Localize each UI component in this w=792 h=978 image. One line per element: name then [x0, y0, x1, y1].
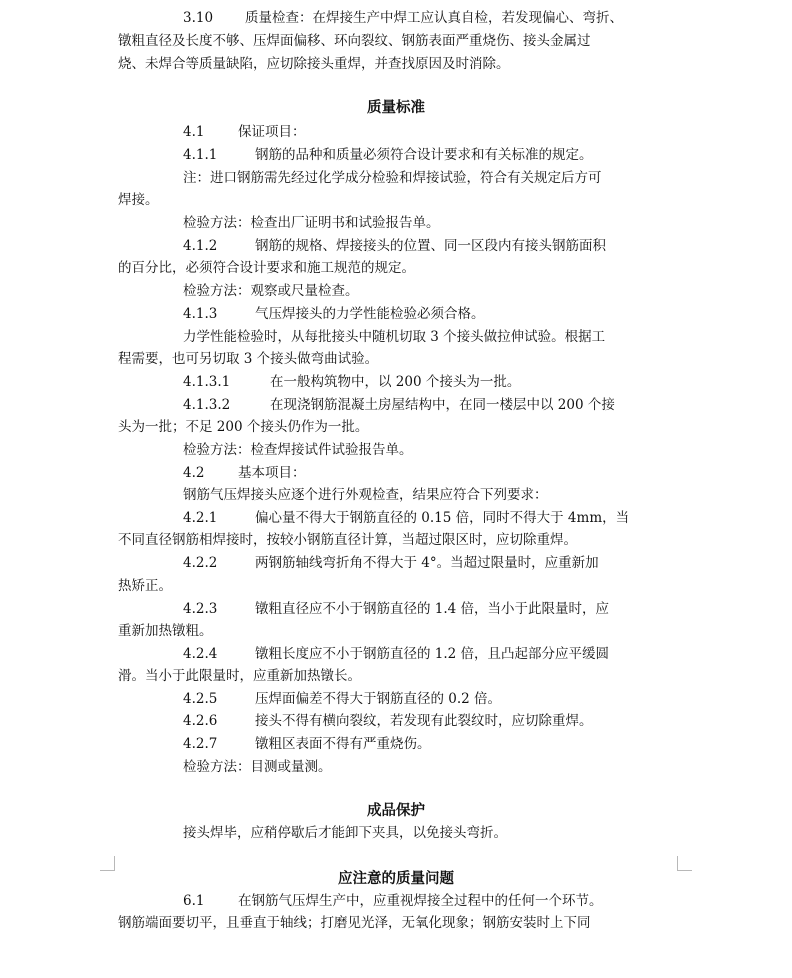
section-4-2-intro — [0, 484, 792, 506]
section-4-1-3-1 — [0, 371, 792, 393]
paragraph-text: 力学性能检验时，从每批接头中随机切取 3 个接头做拉伸试验。根据工 — [183, 329, 606, 345]
inspection-method — [0, 212, 792, 234]
section-title: 保证项目： — [238, 124, 306, 140]
heading-quality-standard: 质量标准 — [367, 99, 425, 116]
paragraph-text: 烧、未焊合等质量缺陷，应切除接头重焊，并查找原因及时消除。 — [118, 56, 510, 72]
section-number: 4.1.1 — [183, 147, 218, 163]
paragraph-text: 在钢筋气压焊生产中，应重视焊接全过程中的任何一个环节。 — [238, 893, 603, 909]
paragraph-text: 接头焊毕，应稍停歇后才能卸下夹具，以免接头弯折。 — [183, 825, 507, 841]
section-4-1-3-para-line-2 — [0, 348, 792, 370]
paragraph-text: 钢筋的品种和质量必须符合设计要求和有关标准的规定。 — [255, 147, 593, 163]
section-4-1-3-2-line-1 — [0, 394, 792, 416]
section-4-2-1-line-2 — [0, 529, 792, 551]
section-number: 4.2.5 — [183, 691, 218, 707]
section-number: 6.1 — [183, 893, 205, 909]
paragraph-text: 检验方法：检查出厂证明书和试验报告单。 — [183, 215, 440, 231]
section-4-2-7 — [0, 733, 792, 755]
section-number: 3.10 — [183, 10, 214, 26]
section-number: 4.2.7 — [183, 736, 218, 752]
paragraph-text: 接头不得有横向裂纹，若发现有此裂纹时，应切除重焊。 — [255, 713, 593, 729]
section-4-2-3-line-1 — [0, 598, 792, 620]
section-4-2-6 — [0, 710, 792, 732]
heading-product-protection: 成品保护 — [367, 802, 425, 819]
paragraph-text: 钢筋气压焊接头应逐个进行外观检查，结果应符合下列要求： — [183, 487, 548, 503]
paragraph-text: 不同直径钢筋相焊接时，按较小钢筋直径计算，当超过限区时，应切除重焊。 — [118, 532, 577, 548]
section-4-2-5 — [0, 688, 792, 710]
paragraph-text: 检验方法：观察或尺量检查。 — [183, 283, 359, 299]
section-number: 4.2.6 — [183, 713, 218, 729]
paragraph-text: 钢筋的规格、焊接接头的位置、同一区段内有接头钢筋面积 — [255, 238, 606, 254]
section-4-2-3-line-2 — [0, 620, 792, 642]
section-number: 4.1.3 — [183, 306, 218, 322]
section-number: 4.2.3 — [183, 601, 218, 617]
paragraph-text: 的百分比，必须符合设计要求和施工规范的规定。 — [118, 260, 415, 276]
section-number: 4.2.4 — [183, 646, 218, 662]
paragraph-text: 重新加热镦粗。 — [118, 623, 213, 639]
section-6-1-line-1 — [0, 890, 792, 912]
inspection-method — [0, 439, 792, 461]
section-title: 基本项目： — [238, 465, 306, 481]
paragraph-text: 钢筋端面要切平，且垂直于轴线；打磨见光泽，无氧化现象；钢筋安装时上下同 — [118, 915, 591, 931]
paragraph-text: 镦粗直径应不小于钢筋直径的 1.4 倍，当小于此限量时，应 — [255, 601, 610, 617]
paragraph-text: 镦粗长度应不小于钢筋直径的 1.2 倍，且凸起部分应平缓圆 — [255, 646, 610, 662]
section-number: 4.1.3.1 — [183, 374, 231, 390]
section-4-1-2-line-2 — [0, 257, 792, 279]
paragraph-text: 头为一批；不足 200 个接头仍作为一批。 — [118, 419, 369, 435]
paragraph-text: 在一般构筑物中，以 200 个接头为一批。 — [270, 374, 521, 390]
paragraph-text: 偏心量不得大于钢筋直径的 0.15 倍，同时不得大于 4mm，当 — [255, 510, 630, 526]
section-4-2 — [0, 462, 792, 484]
paragraph-text: 注：进口钢筋需先经过化学成分检验和焊接试验，符合有关规定后方可 — [183, 170, 602, 186]
note-line-1 — [0, 167, 792, 189]
inspection-method — [0, 756, 792, 778]
section-4-2-4-line-1 — [0, 643, 792, 665]
heading-quality-issues: 应注意的质量问题 — [338, 870, 454, 887]
note-line-2 — [0, 189, 792, 211]
paragraph-text: 压焊面偏差不得大于钢筋直径的 0.2 倍。 — [255, 691, 502, 707]
section-4-1-2-line-1 — [0, 235, 792, 257]
paragraph-text: 焊接。 — [118, 192, 159, 208]
section-number: 4.1.3.2 — [183, 397, 231, 413]
section-number: 4.1.2 — [183, 238, 218, 254]
paragraph-text: 质量检查：在焊接生产中焊工应认真自检，若发现偏心、弯折、 — [245, 10, 623, 26]
section-number: 4.1 — [183, 124, 205, 140]
section-4-1-3 — [0, 303, 792, 325]
section-4-1-3-2-line-2 — [0, 416, 792, 438]
section-4-1 — [0, 121, 792, 143]
section-4-1-1 — [0, 144, 792, 166]
section-4-2-4-line-2 — [0, 665, 792, 687]
inspection-method — [0, 280, 792, 302]
section-4-2-2-line-2 — [0, 575, 792, 597]
paragraph-text: 滑。当小于此限量时，应重新加热镦长。 — [118, 668, 361, 684]
section-3-10-line-3 — [0, 53, 792, 75]
paragraph-text: 程需要，也可另切取 3 个接头做弯曲试验。 — [118, 351, 379, 367]
section-6-1-line-2 — [0, 912, 792, 934]
section-number: 4.2.2 — [183, 555, 218, 571]
section-4-2-1-line-1 — [0, 507, 792, 529]
paragraph-text: 热矫正。 — [118, 578, 172, 594]
product-protection-text — [0, 822, 792, 844]
section-4-2-2-line-1 — [0, 552, 792, 574]
section-number: 4.2.1 — [183, 510, 218, 526]
section-number: 4.2 — [183, 465, 205, 481]
section-4-1-3-para-line-1 — [0, 326, 792, 348]
paragraph-text: 镦粗直径及长度不够、压焊面偏移、环向裂纹、钢筋表面严重烧伤、接头金属过 — [118, 33, 591, 49]
paragraph-text: 镦粗区表面不得有严重烧伤。 — [255, 736, 431, 752]
section-3-10-line-2 — [0, 30, 792, 52]
paragraph-text: 检验方法：目测或量测。 — [183, 759, 332, 775]
paragraph-text: 气压焊接头的力学性能检验必须合格。 — [255, 306, 485, 322]
paragraph-text: 在现浇钢筋混凝土房屋结构中，在同一楼层中以 200 个接 — [270, 397, 615, 413]
section-3-10-line-1 — [0, 7, 792, 29]
paragraph-text: 两钢筋轴线弯折角不得大于 4°。当超过限量时，应重新加 — [255, 555, 599, 571]
paragraph-text: 检验方法：检查焊接试件试验报告单。 — [183, 442, 413, 458]
